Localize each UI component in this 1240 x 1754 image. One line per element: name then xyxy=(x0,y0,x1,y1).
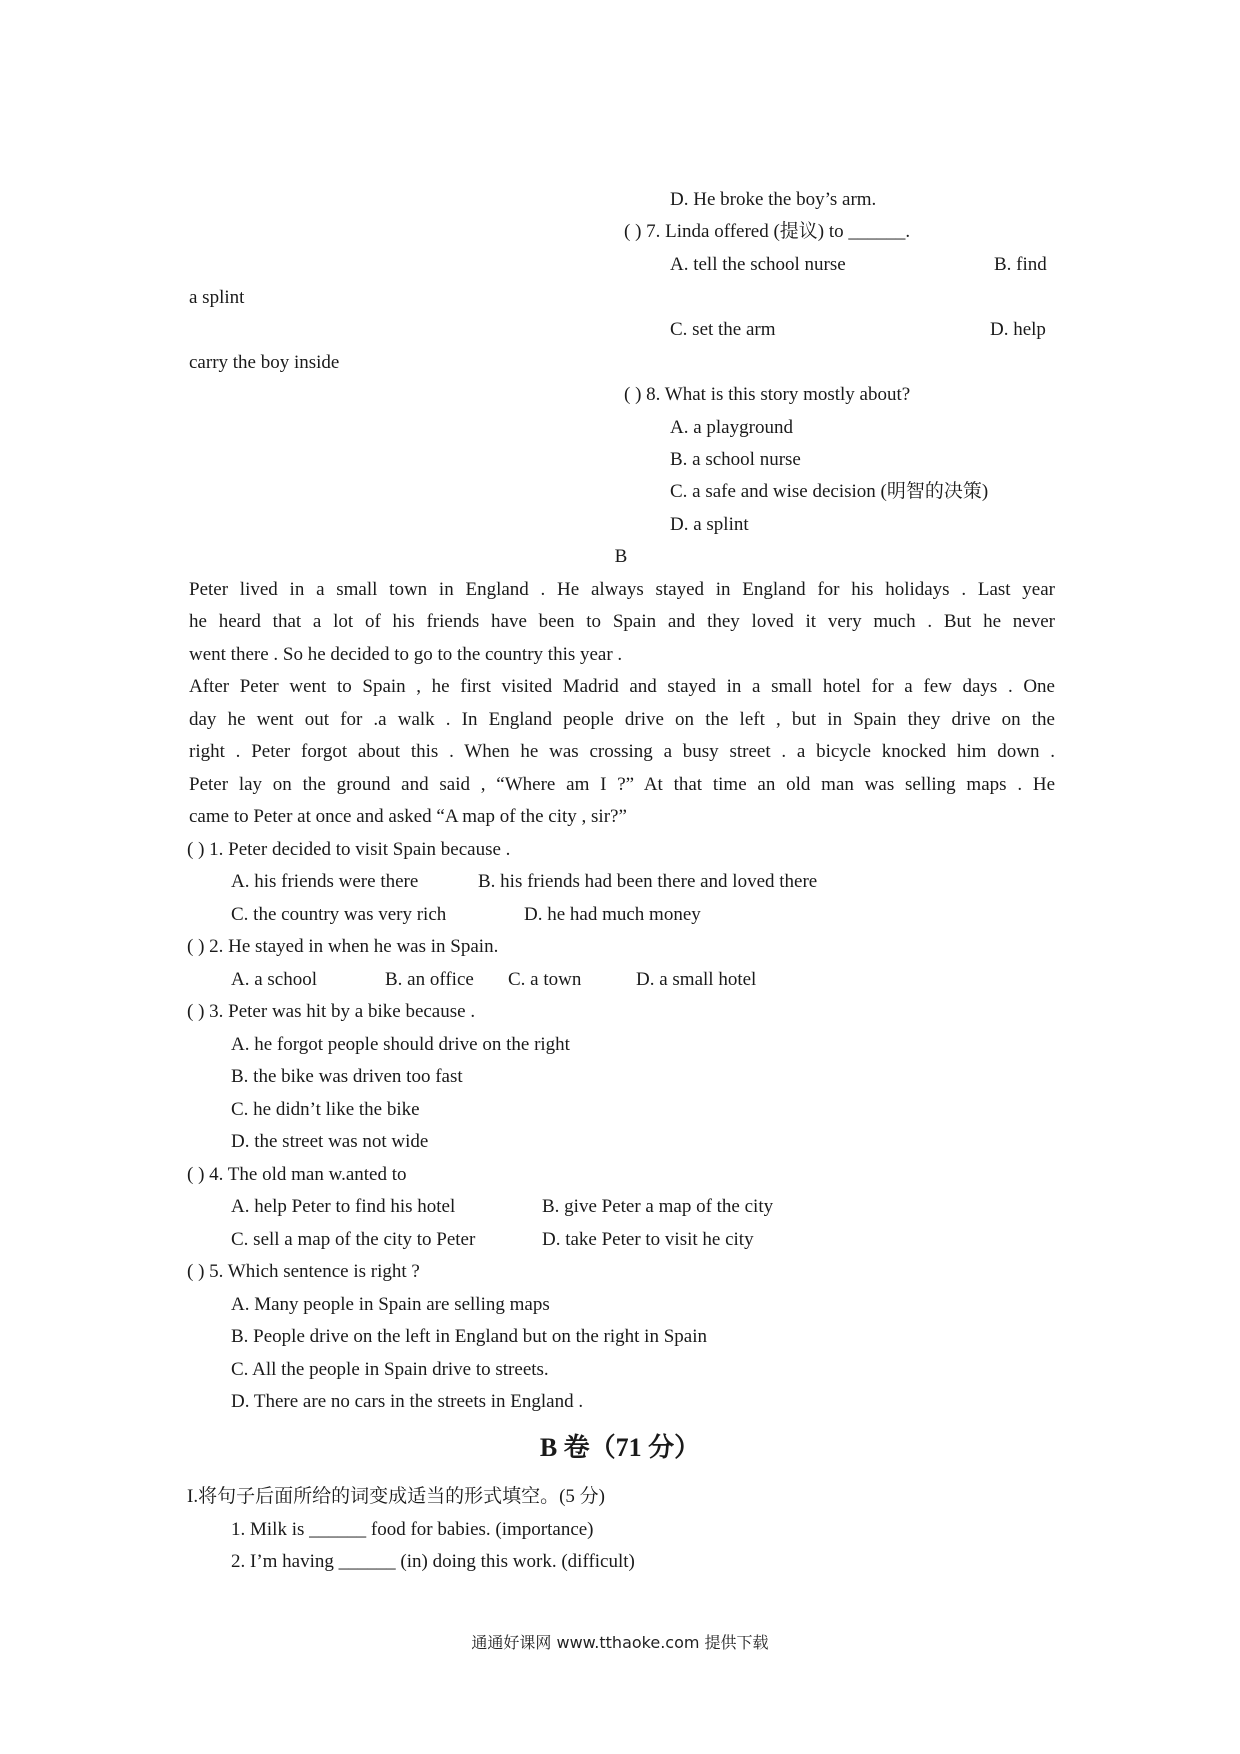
q8-option-b: B. a school nurse xyxy=(670,449,801,470)
q8-option-a: A. a playground xyxy=(670,417,793,438)
passage-p2-line5: came to Peter at once and asked “A map of the city , sir?” xyxy=(189,806,627,827)
qb5-option-d: D. There are no cars in the streets in England . xyxy=(231,1391,584,1412)
qb2-stem: ( ) 2. He stayed in when he was in Spain. xyxy=(187,936,499,957)
q7-stem: ( ) 7. Linda offered (提议) to ______. xyxy=(624,221,911,242)
qb1-stem: ( ) 1. Peter decided to visit Spain because . xyxy=(187,839,511,860)
qb2-option-d: D. a small hotel xyxy=(636,969,757,990)
passage-p2-line3: right . Peter forgot about this . When he was crossing a busy street . a bicycle knocked him down . xyxy=(189,741,1055,762)
qb1-option-c: C. the country was very rich xyxy=(231,904,447,925)
qb5-option-b: B. People drive on the left in England but on the right in Spain xyxy=(231,1326,707,1347)
passage-p2-line4: Peter lay on the ground and said , “Where am I ?” At that time an old man was selling maps . He xyxy=(189,774,1055,795)
q8-option-c: C. a safe and wise decision (明智的决策) xyxy=(670,481,989,502)
q8-stem: ( ) 8. What is this story mostly about? xyxy=(624,384,911,405)
passage-p2-line1: After Peter went to Spain , he first visited Madrid and stayed in a small hotel for a few days . One xyxy=(189,676,1055,697)
passage-p1-line1: Peter lived in a small town in England . He always stayed in England for his holidays . Last year xyxy=(189,579,1055,600)
q7-option-a: A. tell the school nurse xyxy=(670,254,846,275)
qb1-option-b: B. his friends had been there and loved there xyxy=(478,871,818,892)
page-footer: 通通好课网 www.tthaoke.com 提供下载 xyxy=(471,1633,769,1652)
q7-option-d-tail: carry the boy inside xyxy=(189,352,340,373)
section-b-item2: 2. I’m having ______ (in) doing this work. (difficult) xyxy=(231,1551,635,1572)
q6-option-d: D. He broke the boy’s arm. xyxy=(670,189,877,210)
passage-p1-line2: he heard that a lot of his friends have been to Spain and they loved it very much . But he never xyxy=(189,611,1055,632)
passage-b-label: B xyxy=(614,546,628,567)
qb3-stem: ( ) 3. Peter was hit by a bike because . xyxy=(187,1001,476,1022)
qb4-option-b: B. give Peter a map of the city xyxy=(542,1196,774,1217)
section-b-part1-heading: I.将句子后面所给的词变成适当的形式填空。(5 分) xyxy=(187,1486,605,1507)
qb3-option-c: C. he didn’t like the bike xyxy=(231,1099,420,1120)
qb3-option-b: B. the bike was driven too fast xyxy=(231,1066,463,1087)
qb4-option-c: C. sell a map of the city to Peter xyxy=(231,1229,476,1250)
passage-p2-line2: day he went out for .a walk . In England people drive on the left , but in Spain they drive on the xyxy=(189,709,1055,730)
q8-option-d: D. a splint xyxy=(670,514,749,535)
qb5-stem: ( ) 5. Which sentence is right ? xyxy=(187,1261,420,1282)
qb5-option-c: C. All the people in Spain drive to streets. xyxy=(231,1359,549,1380)
section-b-item1: 1. Milk is ______ food for babies. (importance) xyxy=(231,1519,594,1540)
passage-p1-line3: went there . So he decided to go to the country this year . xyxy=(189,644,623,665)
qb1-option-d: D. he had much money xyxy=(524,904,701,925)
q7-option-b-head: B. find xyxy=(994,254,1047,275)
qb4-option-d: D. take Peter to visit he city xyxy=(542,1229,754,1250)
qb1-option-a: A. his friends were there xyxy=(231,871,419,892)
qb2-option-b: B. an office xyxy=(385,969,474,990)
qb2-option-c: C. a town xyxy=(508,969,582,990)
qb4-stem: ( ) 4. The old man w.anted to xyxy=(187,1164,407,1185)
qb5-option-a: A. Many people in Spain are selling maps xyxy=(231,1294,550,1315)
q7-option-c: C. set the arm xyxy=(670,319,776,340)
section-b-title: B 卷（71 分） xyxy=(539,1433,701,1462)
qb3-option-a: A. he forgot people should drive on the right xyxy=(231,1034,570,1055)
q7-option-d-head: D. help xyxy=(990,319,1046,340)
q7-option-b-tail: a splint xyxy=(189,287,245,308)
qb2-option-a: A. a school xyxy=(231,969,318,990)
qb4-option-a: A. help Peter to find his hotel xyxy=(231,1196,456,1217)
qb3-option-d: D. the street was not wide xyxy=(231,1131,429,1152)
